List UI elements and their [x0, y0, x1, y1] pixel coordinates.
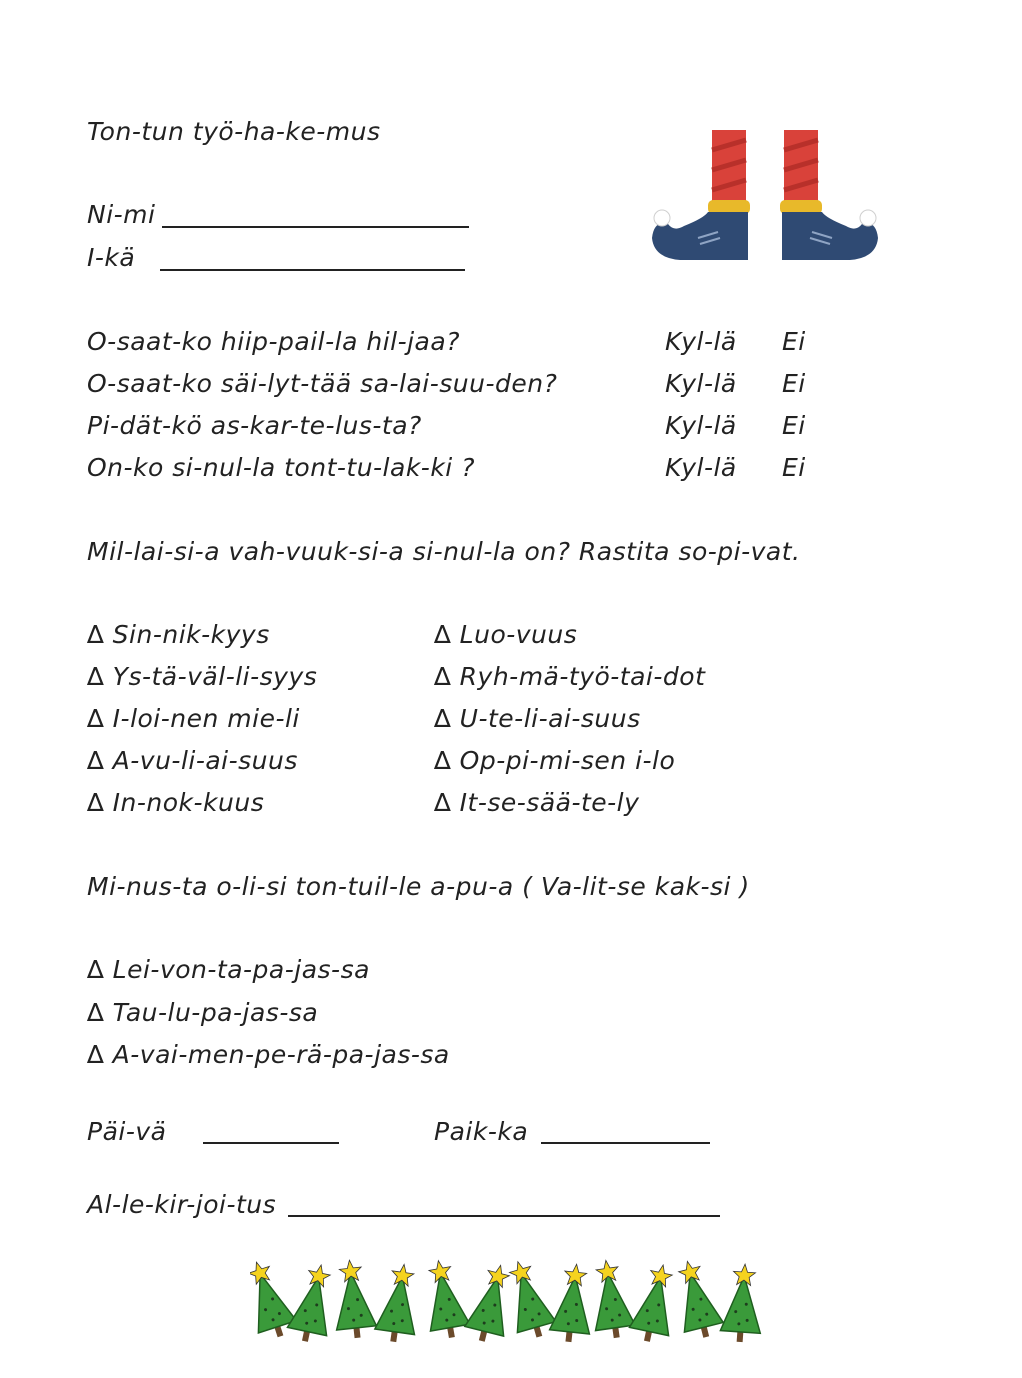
answer-yes[interactable]: Kyl-lä [665, 369, 737, 398]
date-label: Päi-vä [87, 1117, 167, 1146]
strength-option[interactable]: ∆ Ys-tä-väl-li-syys [87, 662, 318, 691]
question-text: Pi-dät-kö as-kar-te-lus-ta? [87, 411, 422, 440]
signature-label: Al-le-kir-joi-tus [87, 1190, 277, 1219]
age-input-line[interactable] [160, 269, 465, 271]
strength-option[interactable]: ∆ Op-pi-mi-sen i-lo [434, 746, 676, 775]
name-input-line[interactable] [162, 226, 469, 228]
answer-yes[interactable]: Kyl-lä [665, 411, 737, 440]
help-prompt: Mi-nus-ta o-li-si ton-tuil-le a-pu-a ( Va-lit-se kak-si ) [87, 872, 750, 901]
answer-yes[interactable]: Kyl-lä [665, 327, 737, 356]
place-input-line[interactable] [541, 1142, 710, 1144]
strengths-prompt: Mil-lai-si-a vah-vuuk-si-a si-nul-la on? Rastita so-pi-vat. [87, 537, 801, 566]
page-title: Ton-tun työ-ha-ke-mus [87, 117, 381, 146]
answer-no[interactable]: Ei [782, 411, 806, 440]
help-option[interactable]: ∆ Tau-lu-pa-jas-sa [87, 998, 319, 1027]
christmas-trees-icon [250, 1258, 782, 1350]
strength-option[interactable]: ∆ Ryh-mä-työ-tai-dot [434, 662, 706, 691]
question-text: O-saat-ko hiip-pail-la hil-jaa? [87, 327, 460, 356]
help-option[interactable]: ∆ Lei-von-ta-pa-jas-sa [87, 955, 370, 984]
date-input-line[interactable] [203, 1142, 339, 1144]
help-option[interactable]: ∆ A-vai-men-pe-rä-pa-jas-sa [87, 1040, 450, 1069]
strength-option[interactable]: ∆ I-loi-nen mie-li [87, 704, 300, 733]
strength-option[interactable]: ∆ In-nok-kuus [87, 788, 265, 817]
question-text: On-ko si-nul-la tont-tu-lak-ki ? [87, 453, 475, 482]
strength-option[interactable]: ∆ Sin-nik-kyys [87, 620, 270, 649]
strength-option[interactable]: ∆ A-vu-li-ai-suus [87, 746, 298, 775]
place-label: Paik-ka [434, 1117, 529, 1146]
answer-no[interactable]: Ei [782, 369, 806, 398]
signature-input-line[interactable] [288, 1215, 720, 1217]
question-text: O-saat-ko säi-lyt-tää sa-lai-suu-den? [87, 369, 558, 398]
strength-option[interactable]: ∆ U-te-li-ai-suus [434, 704, 641, 733]
answer-no[interactable]: Ei [782, 327, 806, 356]
answer-yes[interactable]: Kyl-lä [665, 453, 737, 482]
age-label: I-kä [87, 243, 136, 272]
elf-boots-icon [640, 120, 890, 280]
strength-option[interactable]: ∆ It-se-sää-te-ly [434, 788, 640, 817]
name-label: Ni-mi [87, 200, 156, 229]
strength-option[interactable]: ∆ Luo-vuus [434, 620, 578, 649]
answer-no[interactable]: Ei [782, 453, 806, 482]
